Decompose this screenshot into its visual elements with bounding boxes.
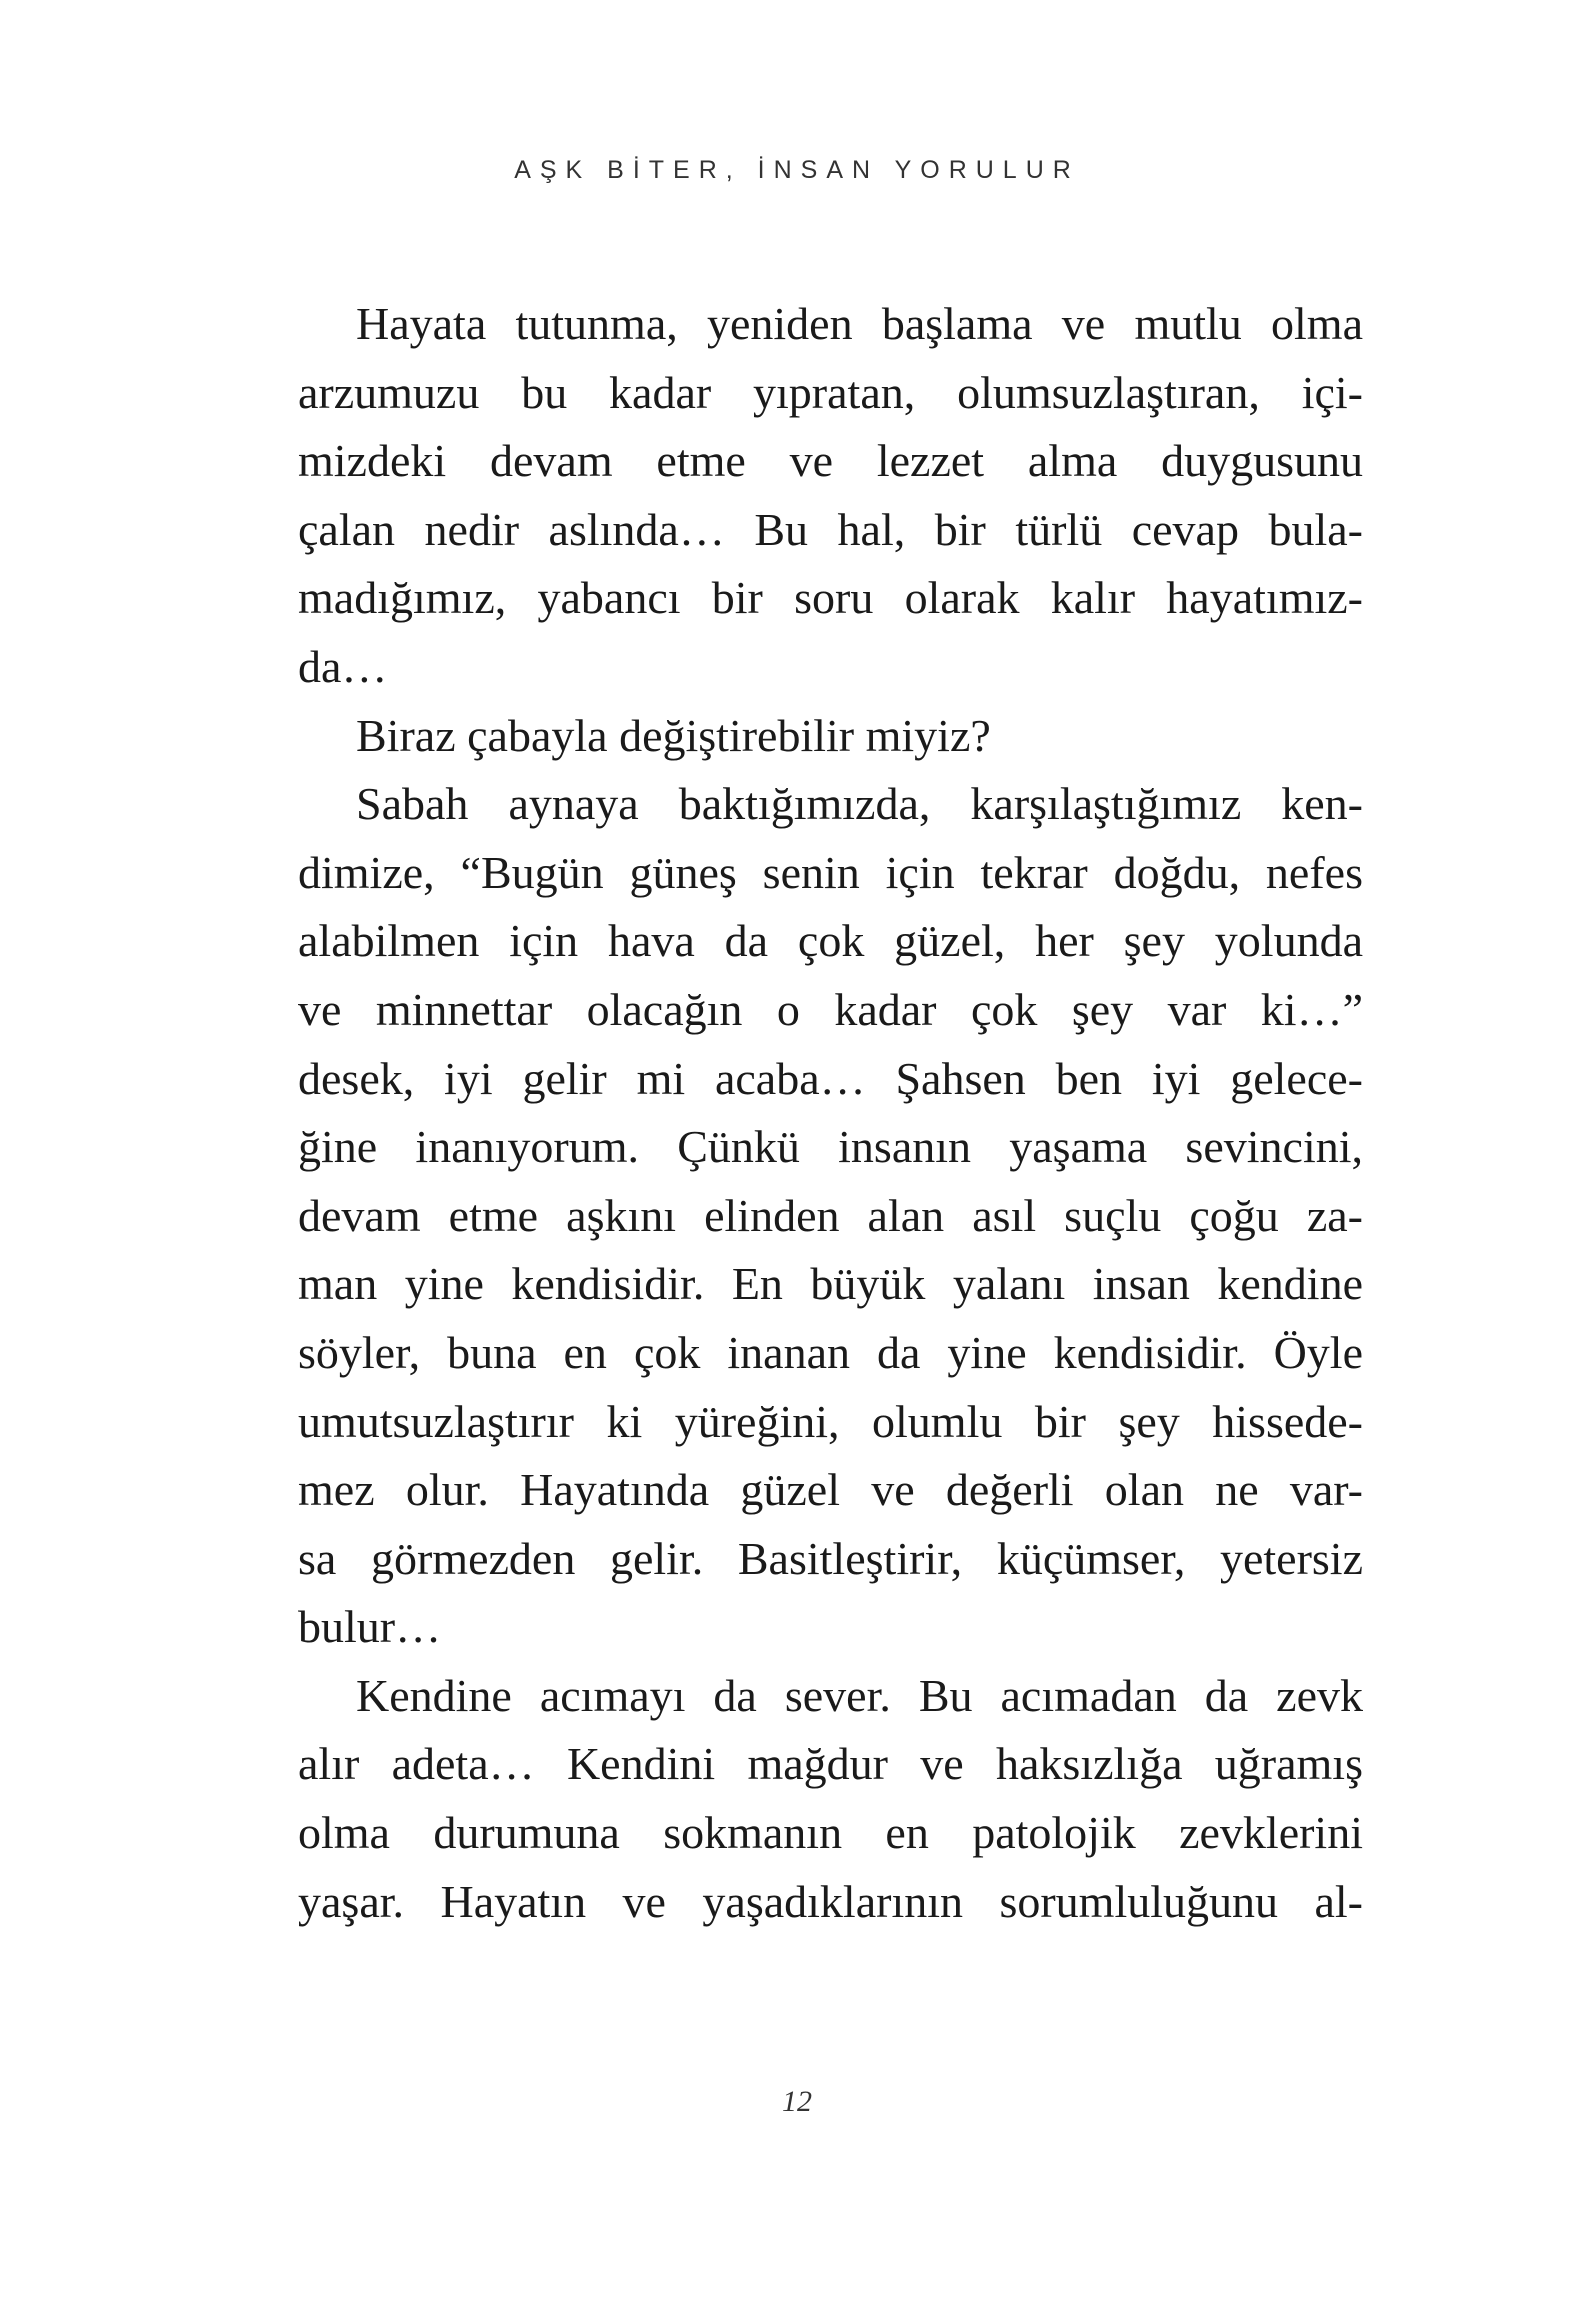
page-number: 12 — [782, 2085, 812, 2118]
text-line: söyler, buna en çok inanan da yine kendisidir. Öyle — [298, 1326, 1363, 1378]
text-line: mez olur. Hayatında güzel ve değerli olan ne var- — [298, 1464, 1363, 1516]
text-line: Biraz çabayla değiştirebilir miyiz? — [356, 709, 991, 761]
text-line: sa görmezden gelir. Basitleştirir, küçümser, yetersiz — [298, 1532, 1363, 1584]
text-line: desek, iyi gelir mi acaba… Şahsen ben iyi gelece- — [298, 1052, 1363, 1104]
text-line: bulur… — [298, 1601, 442, 1653]
text-line: ve minnettar olacağın o kadar çok şey var ki…” — [298, 983, 1363, 1035]
text-line: devam etme aşkını elinden alan asıl suçlu çoğu za- — [298, 1189, 1363, 1241]
text-line: ğine inanıyorum. Çünkü insanın yaşama sevincini, — [298, 1121, 1363, 1173]
text-line: arzumuzu bu kadar yıpratan, olumsuzlaştıran, içi- — [298, 366, 1363, 418]
text-line: umutsuzlaştırır ki yüreğini, olumlu bir şey hissede- — [298, 1395, 1363, 1447]
text-line: da… — [298, 640, 388, 692]
text-line: madığımız, yabancı bir soru olarak kalır hayatımız- — [298, 572, 1363, 624]
text-line: çalan nedir aslında… Bu hal, bir türlü cevap bula- — [298, 503, 1363, 555]
text-line: man yine kendisidir. En büyük yalanı insan kendine — [298, 1258, 1363, 1310]
text-line: alabilmen için hava da çok güzel, her şey yolunda — [298, 915, 1363, 967]
text-line: dimize, “Bugün güneş senin için tekrar doğdu, nefes — [298, 846, 1363, 898]
running-header: AŞK BİTER, İNSAN YORULUR — [514, 156, 1080, 184]
text-line: Sabah aynaya baktığımızda, karşılaştığımız ken- — [356, 778, 1363, 830]
text-line: Hayata tutunma, yeniden başlama ve mutlu olma — [356, 298, 1363, 349]
text-line: Kendine acımayı da sever. Bu acımadan da zevk — [356, 1669, 1363, 1721]
text-line: alır adeta… Kendini mağdur ve haksızlığa uğramış — [298, 1738, 1363, 1790]
text-line: olma durumuna sokmanın en patolojik zevklerini — [298, 1807, 1363, 1859]
text-line: mizdeki devam etme ve lezzet alma duygusunu — [298, 435, 1363, 487]
text-line: yaşar. Hayatın ve yaşadıklarının sorumluluğunu al- — [298, 1875, 1363, 1927]
body-text — [298, 290, 1363, 1936]
